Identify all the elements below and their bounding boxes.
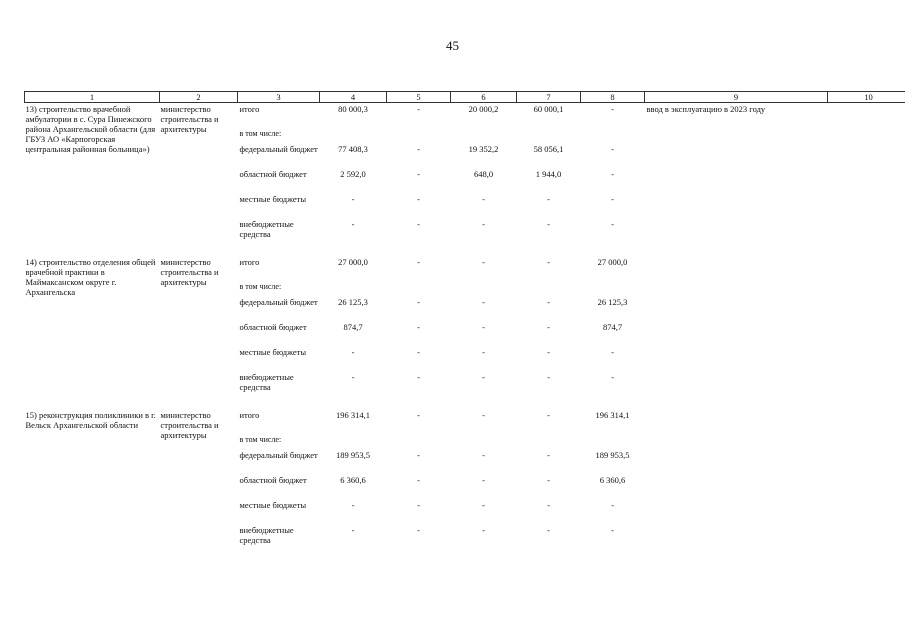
table-row [25,103,905,130]
header-cell: 5 [387,92,451,103]
funding-source-label: местные бюджеты [239,194,307,204]
amount-cell: - [417,525,420,535]
funding-source-label: в том числе: [239,129,282,138]
empty-cell [828,256,905,397]
amount-cell: 26 125,3 [597,297,628,307]
amount-cell: 27 000,0 [338,257,368,267]
funding-source-label: итого [239,104,260,114]
amount-cell: - [417,297,420,307]
amount-cell: - [547,322,550,332]
amount-cell: - [547,257,550,267]
amount-cell: - [611,500,614,510]
table-row [25,409,905,435]
funding-source-label: федеральный бюджет [239,450,318,460]
amount-cell: - [417,372,420,382]
amount-cell: - [482,410,485,420]
header-row [25,92,905,103]
amount-cell: 27 000,0 [597,257,628,267]
header-cell: 6 [451,92,517,103]
amount-cell [387,435,451,450]
funding-source-label: в том числе: [239,282,282,291]
amount-cell [320,282,387,297]
funding-source-label: внебюджетные средства [239,372,294,392]
header-cell: 2 [160,92,238,103]
funding-source-label: местные бюджеты [239,347,307,357]
funding-source-label: областной бюджет [239,475,307,485]
amount-cell: 196 314,1 [336,410,370,420]
funding-source-label: итого [239,410,260,420]
amount-cell: - [611,104,614,114]
amount-cell: - [351,347,355,357]
spacer-cell [25,397,905,409]
amount-cell [581,282,645,297]
amount-cell: - [547,500,550,510]
amount-cell: - [351,219,355,229]
funding-source-label: местные бюджеты [239,500,307,510]
funding-source-label: областной бюджет [239,169,307,179]
amount-cell: - [417,104,420,114]
amount-cell [451,435,517,450]
amount-cell: - [482,475,485,485]
amount-cell: 189 953,5 [336,450,370,460]
project-note: ввод в эксплуатацию в 2023 году [646,104,766,114]
amount-cell: 58 056,1 [533,144,564,154]
amount-cell: - [482,372,485,382]
amount-cell: - [417,450,420,460]
amount-cell: - [611,347,614,357]
amount-cell: - [611,372,614,382]
header-cell: 1 [25,92,160,103]
amount-cell [517,282,581,297]
header-cell: 8 [581,92,645,103]
amount-cell: - [482,347,485,357]
amount-cell [387,129,451,144]
amount-cell [387,282,451,297]
funding-source-label: областной бюджет [239,322,307,332]
amount-cell [517,435,581,450]
amount-cell: 20 000,2 [468,104,499,114]
funding-source-label: внебюджетные средства [239,525,294,545]
budget-table [24,91,905,550]
amount-cell: - [611,194,614,204]
amount-cell: - [417,347,420,357]
amount-cell: - [351,500,355,510]
amount-cell: - [417,410,420,420]
project-executor: министерство строительства и архитектуры [160,104,219,134]
amount-cell: - [547,410,550,420]
project-note [645,256,828,397]
funding-source-label: в том числе: [239,435,282,444]
amount-cell: - [417,257,420,267]
page-number: 45 [446,38,459,53]
amount-cell [517,129,581,144]
amount-cell: 60 000,1 [533,104,564,114]
amount-cell: - [417,475,420,485]
amount-cell: - [482,297,485,307]
amount-cell: - [547,297,550,307]
amount-cell: 19 352,2 [468,144,499,154]
amount-cell: - [547,219,550,229]
amount-cell: - [417,322,420,332]
amount-cell: - [547,194,550,204]
amount-cell: 1 944,0 [535,169,562,179]
amount-cell: - [547,347,550,357]
amount-cell: 189 953,5 [595,450,630,460]
table-body [25,103,905,551]
amount-cell: - [351,372,355,382]
project-name: 15) реконструкция поликлиники в г. Вельск Архангельской области [25,410,156,430]
amount-cell: - [417,169,420,179]
empty-cell [828,103,905,245]
spacer-row [25,397,905,409]
amount-cell: 648,0 [473,169,494,179]
amount-cell: - [547,525,550,535]
amount-cell: - [547,450,550,460]
amount-cell: - [547,372,550,382]
amount-cell [451,282,517,297]
amount-cell [320,129,387,144]
project-executor: министерство строительства и архитектуры [160,257,219,287]
amount-cell: 874,7 [343,322,363,332]
amount-cell [451,129,517,144]
amount-cell [581,129,645,144]
header-cell: 3 [238,92,320,103]
funding-source-label: федеральный бюджет [239,297,318,307]
amount-cell: 2 592,0 [340,169,366,179]
amount-cell: - [417,219,420,229]
header-cell: 9 [645,92,828,103]
amount-cell [581,435,645,450]
amount-cell: 80 000,3 [338,104,368,114]
amount-cell: - [482,525,485,535]
funding-source-label: итого [239,257,260,267]
amount-cell: 26 125,3 [338,297,368,307]
amount-cell: 77 408,3 [338,144,368,154]
amount-cell: - [417,500,420,510]
amount-cell: - [482,219,485,229]
amount-cell: - [482,194,485,204]
amount-cell: - [351,194,355,204]
amount-cell: - [417,144,420,154]
amount-cell: - [482,322,485,332]
amount-cell: - [482,257,485,267]
amount-cell: 196 314,1 [595,410,630,420]
amount-cell: - [611,144,614,154]
table-row [25,256,905,282]
amount-cell: - [547,475,550,485]
amount-cell: - [611,219,614,229]
amount-cell: - [417,194,420,204]
funding-source-label: федеральный бюджет [239,144,318,154]
header-cell: 7 [517,92,581,103]
amount-cell: - [351,525,355,535]
project-note [645,409,828,550]
amount-cell [320,435,387,450]
project-executor: министерство строительства и архитектуры [160,410,219,440]
amount-cell: 874,7 [602,322,623,332]
amount-cell: - [482,500,485,510]
project-name: 13) строительство врачебной амбулатории в с. Сура Пинежского района Архангельской области (для ГБУЗ АО «Карпогорская центральная районная больница») [25,104,156,154]
header-cell: 10 [828,92,905,103]
amount-cell: 6 360,6 [599,475,626,485]
spacer-row [25,244,905,256]
header-cell: 4 [320,92,387,103]
project-name: 14) строительство отделения общей врачебной практики в Маймаксанском округе г. Архангельска [25,257,156,297]
funding-source-label: внебюджетные средства [239,219,294,239]
amount-cell: 6 360,6 [340,475,366,485]
amount-cell: - [482,450,485,460]
amount-cell: - [611,169,614,179]
spacer-cell [25,244,905,256]
amount-cell: - [611,525,614,535]
empty-cell [828,409,905,550]
